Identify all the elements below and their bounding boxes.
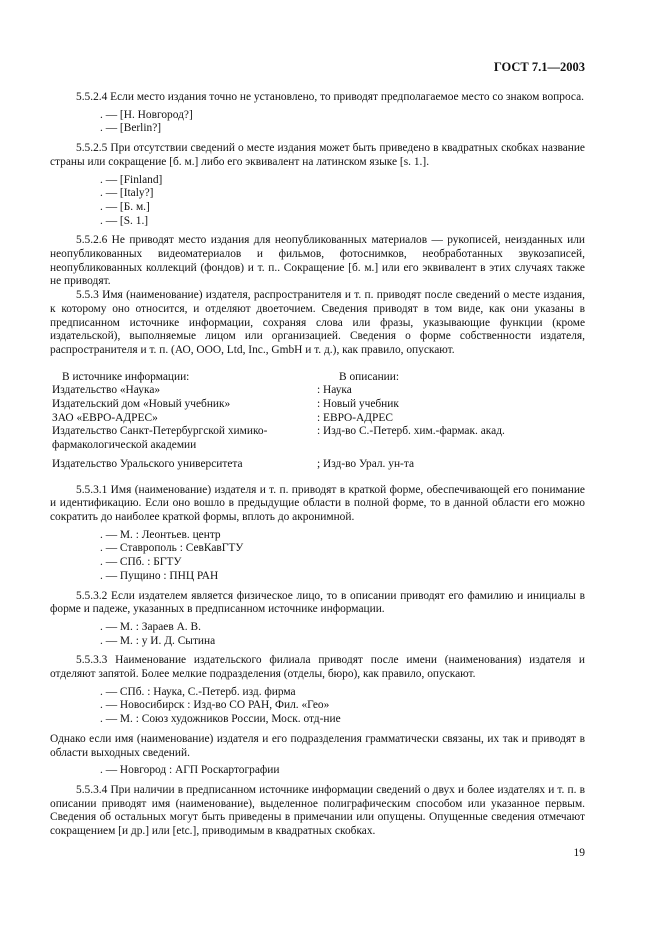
example-line: . — Новосибирск : Изд-во СО РАН, Фил. «Гео» [100, 699, 330, 712]
table-cell-source: Издательский дом «Новый учебник» [52, 398, 231, 411]
examples-5-5-3-3 [50, 686, 585, 727]
example-line: . — Ставрополь : СевКавГТУ [100, 542, 244, 555]
example-line: . — М. : Союз художников России, Моск. отд-ние [100, 713, 341, 726]
example-line: . — [Н. Новгород?] [100, 108, 193, 121]
table-cell-desc: : Изд-во С.-Петерб. хим.-фармак. акад. [317, 425, 505, 438]
paragraph-5-5-3-4: 5.5.3.4 При наличии в предписанном источнике информации сведений о двух и более издателях и т. п. в описании приводят имя (наименование), выделенное полиграфическим способом или указанное первым. Сведения об остальных могут быть приведены в примечании или опущены. Опущенные сведения отмечают сокращением [и др.] или [etc.], приводимым в квадратных скобках. [50, 783, 585, 838]
table-cell-desc: : Наука [317, 384, 352, 397]
example-line: . — СПб. : БГТУ [100, 556, 182, 569]
paragraph-5-5-2-5: 5.5.2.5 При отсутствии сведений о месте издания может быть приведено в квадратных скобках название страны или сокращение [б. м.] либо его эквивалент на латинском языке [s. 1.]. [50, 142, 585, 168]
table-row [50, 398, 585, 412]
table-cell-source: Издательство «Наука» [52, 384, 161, 397]
paragraph-note: Однако если имя (наименование) издателя и его подразделения грамматически связаны, их так и приводят в области выходных сведений. [50, 732, 585, 759]
paragraph-5-5-3-1: 5.5.3.1 Имя (наименование) издателя и т. п. приводят в краткой форме, обеспечивающей его понимание и идентификацию. Если оно вошло в предыдущие области в полной форме, то в данной области его можно сократить до наиболее краткой формы, вплоть до акронимной. [50, 483, 585, 523]
example-line: . — [Italy?] [100, 187, 154, 200]
example-line: . — Пущино : ПНЦ РАН [100, 569, 219, 582]
example-line: . — М. : Леонтьев. центр [100, 528, 221, 541]
page-content [50, 91, 585, 839]
page-header-standard-id: ГОСТ 7.1—2003 [493, 60, 585, 74]
examples-5-5-3-2 [50, 621, 585, 648]
examples-5-5-3-1 [50, 529, 585, 584]
example-line: . — [Б. м.] [100, 200, 150, 213]
example-line: . — [Finland] [100, 173, 163, 186]
table-header-desc: В описании: [339, 370, 400, 383]
table-cell-source: Издательство Санкт-Петербургской химико-фармакологической академии [52, 425, 268, 452]
table-cell-desc: : Новый учебник [317, 398, 399, 411]
page-number: 19 [573, 847, 585, 859]
table-header-row [50, 371, 585, 385]
example-line: . — [Berlin?] [100, 122, 162, 135]
example-line: . — М. : Зараев А. В. [100, 620, 201, 633]
table-cell-source: Издательство Уральского университета [52, 457, 243, 470]
table-row [50, 425, 585, 452]
paragraph-5-5-2-6: 5.5.2.6 Не приводят место издания для неопубликованных материалов — рукописей, неизданных или неопубликованных видеоматериалов и фильмов, фотоснимков, необработанных звукозаписей, неопубликованных коллекций (фондов) и т. п.. Сокращение [б. м.] или его эквивалент в этих случаях также не приводят. [50, 234, 585, 288]
example-line: . — М. : у И. Д. Сытина [100, 634, 216, 647]
paragraph-5-5-3: 5.5.3 Имя (наименование) издателя, распространителя и т. п. приводят после сведений о месте издания, к которому оно относится, и отделяют двоеточием. Сведения приводят в том виде, как они указаны в предписанном источнике информации, сохраняя слова или фразы, указывающие функции (кроме издательской), выполняемые лицом или организацией. Сведения о форме собственности издателя, распространителя и т. п. (АО, ООО, Ltd, Inc., GmbH и т. д.), как правило, опускают. [50, 289, 585, 356]
table-cell-desc: : ЕВРО-АДРЕС [317, 411, 393, 424]
paragraph-5-5-3-2: 5.5.3.2 Если издателем является физическое лицо, то в описании приводят его фамилию и инициалы в форме и падеже, указанных в предписанном источнике информации. [50, 589, 585, 616]
table-cell-desc: ; Изд-во Урал. ун-та [317, 457, 415, 470]
publisher-table [50, 371, 585, 472]
table-header-source: В источнике информации: [62, 370, 190, 383]
example-line: . — Новгород : АГП Роскартографии [100, 764, 280, 777]
example-line: . — СПб. : Наука, С.-Петерб. изд. фирма [100, 685, 296, 698]
paragraph-5-5-2-4: 5.5.2.4 Если место издания точно не установлено, то приводят предполагаемое место со знаком вопроса. [76, 91, 585, 103]
paragraph-5-5-3-3: 5.5.3.3 Наименование издательского филиала приводят после имени (наименования) издателя и отделяют запятой. Более мелкие подразделения (отделы, бюро), как правило, опускают. [50, 654, 585, 681]
table-row [50, 384, 585, 398]
example-line: . — [S. 1.] [100, 214, 149, 227]
table-cell-source: ЗАО «ЕВРО-АДРЕС» [52, 411, 158, 424]
examples-note [50, 764, 585, 778]
table-row [50, 412, 585, 426]
table-row [50, 458, 585, 472]
examples-5-5-2-4 [50, 109, 585, 136]
examples-5-5-2-5 [50, 174, 585, 229]
